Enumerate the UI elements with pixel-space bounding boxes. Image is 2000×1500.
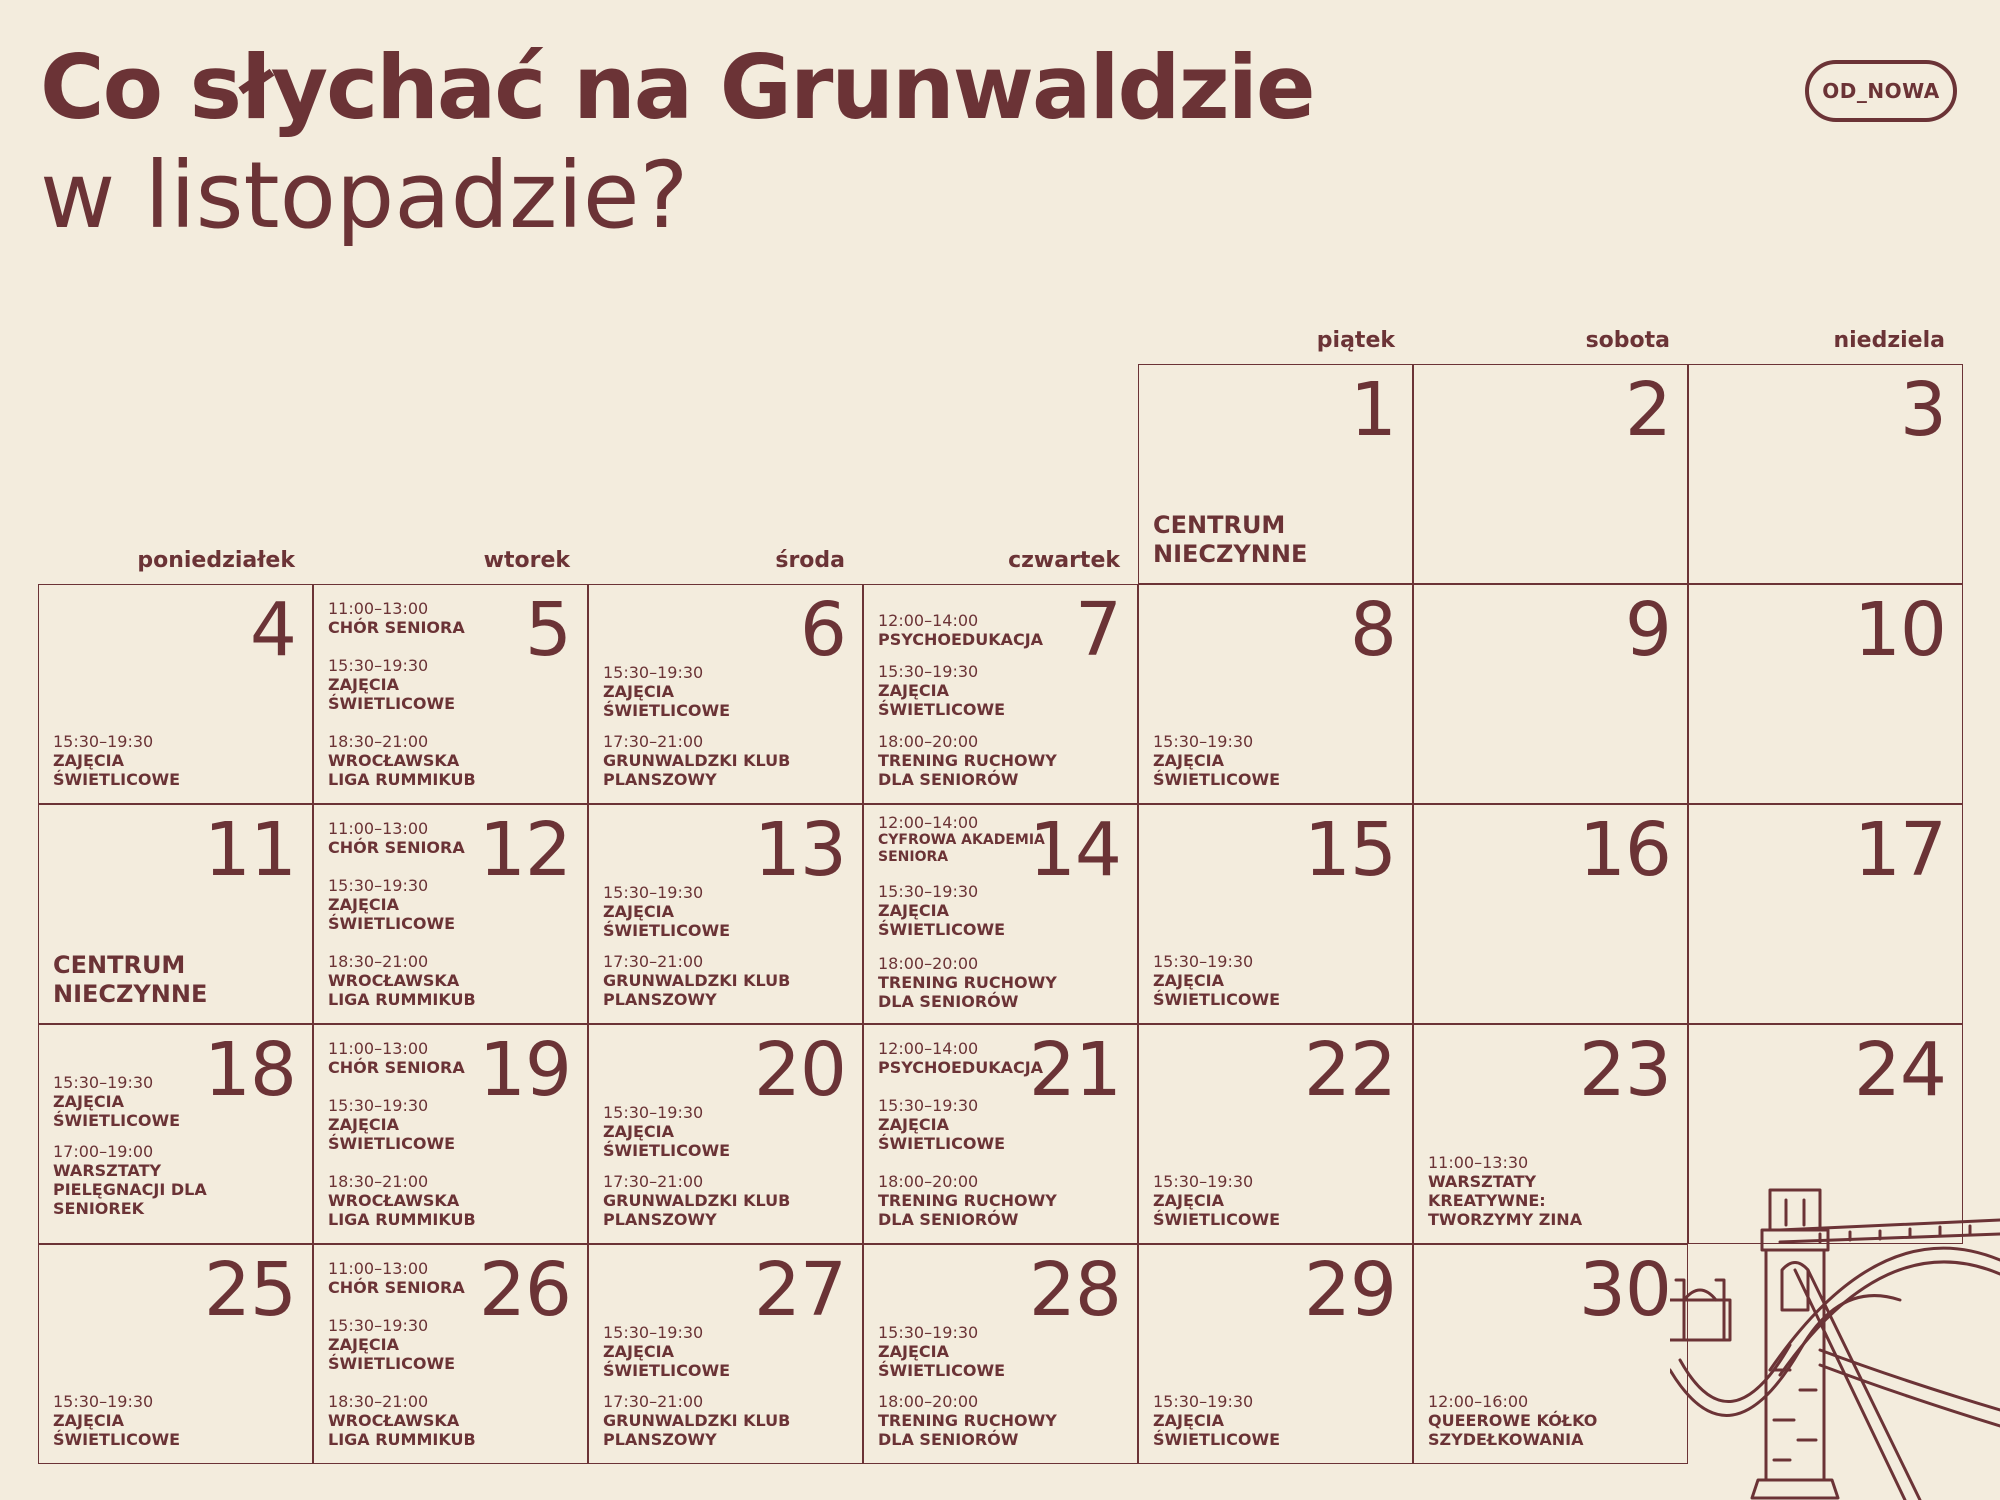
event: 15:30–19:30 ZAJĘCIA ŚWIETLICOWE [1153, 732, 1281, 789]
calendar-day-7 [863, 584, 1138, 804]
calendar-day-11 [38, 804, 313, 1024]
day-header-saturday: sobota [1585, 328, 1670, 353]
day-number: 16 [1578, 807, 1671, 893]
event: 18:30–21:00 WROCŁAWSKA LIGA RUMMIKUB [328, 732, 476, 789]
day-number: 1 [1349, 367, 1396, 453]
day-header-sunday: niedziela [1833, 328, 1945, 353]
event: 15:30–19:30 ZAJĘCIA ŚWIETLICOWE [328, 876, 456, 933]
day-number: 20 [753, 1027, 846, 1113]
day-header-monday: poniedziałek [137, 548, 295, 573]
day-number: 10 [1853, 587, 1946, 673]
day-number: 8 [1349, 587, 1396, 673]
event: 18:00–20:00 TRENING RUCHOWY DLA SENIORÓW [878, 1392, 1057, 1449]
calendar-day-28 [863, 1244, 1138, 1464]
event: 15:30–19:30 ZAJĘCIA ŚWIETLICOWE [328, 1316, 456, 1373]
event-list [878, 611, 1127, 789]
event-list [603, 819, 852, 1009]
day-number: 17 [1853, 807, 1946, 893]
calendar-day-29 [1138, 1244, 1413, 1464]
event: 11:00–13:00 CHÓR SENIORA [328, 599, 465, 637]
calendar-day-27 [588, 1244, 863, 1464]
event-list [878, 1039, 1127, 1229]
event-list [53, 1259, 302, 1449]
event-list [328, 819, 577, 1009]
event-list [53, 599, 302, 789]
event: 18:30–21:00 WROCŁAWSKA LIGA RUMMIKUB [328, 1172, 476, 1229]
event: 15:30–19:30 ZAJĘCIA ŚWIETLICOWE [603, 663, 731, 720]
event: 15:30–19:30 ZAJĘCIA ŚWIETLICOWE [53, 1392, 181, 1449]
calendar-day-26 [313, 1244, 588, 1464]
calendar-day-15 [1138, 804, 1413, 1024]
calendar-day-13 [588, 804, 863, 1024]
page-subtitle: w listopadzie? [40, 142, 689, 249]
calendar-day-30 [1413, 1244, 1688, 1464]
day-number: 30 [1578, 1247, 1671, 1333]
day-header-tuesday: wtorek [483, 548, 570, 573]
event: 18:00–20:00 TRENING RUCHOWY DLA SENIORÓW [878, 732, 1057, 789]
day-header-wednesday: środa [775, 548, 845, 573]
event: 17:30–21:00 GRUNWALDZKI KLUB PLANSZOWY [603, 732, 791, 789]
event: 17:30–21:00 GRUNWALDZKI KLUB PLANSZOWY [603, 1172, 791, 1229]
day-number: 13 [753, 807, 846, 893]
event: 15:30–19:30 ZAJĘCIA ŚWIETLICOWE [1153, 1392, 1281, 1449]
closed-notice: CENTRUM NIECZYNNE [1153, 511, 1308, 568]
event-list [603, 599, 852, 789]
day-number: 9 [1624, 587, 1671, 673]
calendar-day-10 [1688, 584, 1963, 804]
event-list [1153, 1259, 1402, 1449]
day-number: 12 [478, 807, 571, 893]
calendar-day-8 [1138, 584, 1413, 804]
day-number: 29 [1303, 1247, 1396, 1333]
closed-notice: CENTRUM NIECZYNNE [53, 951, 208, 1008]
od-nowa-logo: OD_NOWA [1805, 60, 1957, 122]
calendar-day-20 [588, 1024, 863, 1244]
event: 15:30–19:30 ZAJĘCIA ŚWIETLICOWE [328, 1096, 456, 1153]
event: 12:00–14:00 PSYCHOEDUKACJA [878, 1039, 1044, 1077]
day-number: 18 [203, 1027, 296, 1113]
bridge-illustration-icon [1670, 1170, 2000, 1500]
event: 17:30–21:00 GRUNWALDZKI KLUB PLANSZOWY [603, 1392, 791, 1449]
event: 15:30–19:30 ZAJĘCIA ŚWIETLICOWE [878, 881, 1006, 939]
day-number: 22 [1303, 1027, 1396, 1113]
event-list [603, 1039, 852, 1229]
calendar-day-23 [1413, 1024, 1688, 1244]
event: 11:00–13:30 WARSZTATY KREATYWNE: TWORZYMY ZINA [1428, 1153, 1583, 1229]
event: 15:30–19:30 ZAJĘCIA ŚWIETLICOWE [53, 1073, 181, 1130]
event-list [878, 807, 1127, 1011]
event: 15:30–19:30 ZAJĘCIA ŚWIETLICOWE [53, 732, 181, 789]
day-number: 27 [753, 1247, 846, 1333]
event: 12:00–16:00 QUEEROWE KÓŁKO SZYDEŁKOWANIA [1428, 1392, 1598, 1449]
event: 15:30–19:30 ZAJĘCIA ŚWIETLICOWE [878, 662, 1006, 719]
event-list [1428, 1039, 1677, 1229]
event-list [1428, 1259, 1677, 1449]
event-list [1153, 599, 1402, 789]
event: 11:00–13:00 CHÓR SENIORA [328, 1039, 465, 1077]
day-header-friday: piątek [1316, 328, 1395, 353]
calendar-day-22 [1138, 1024, 1413, 1244]
calendar-day-9 [1413, 584, 1688, 804]
day-number: 15 [1303, 807, 1396, 893]
day-number: 4 [249, 587, 296, 673]
event-list [878, 1259, 1127, 1449]
day-number: 24 [1853, 1027, 1946, 1113]
event: 12:00–14:00 PSYCHOEDUKACJA [878, 611, 1044, 649]
calendar-day-1 [1138, 364, 1413, 584]
day-number: 6 [799, 587, 846, 673]
calendar-day-14 [863, 804, 1138, 1024]
event: 15:30–19:30 ZAJĘCIA ŚWIETLICOWE [603, 1103, 731, 1160]
event: 15:30–19:30 ZAJĘCIA ŚWIETLICOWE [878, 1323, 1006, 1380]
event: 18:00–20:00 TRENING RUCHOWY DLA SENIORÓW [878, 1172, 1057, 1229]
event: 18:30–21:00 WROCŁAWSKA LIGA RUMMIKUB [328, 952, 476, 1009]
day-number: 5 [524, 587, 571, 673]
day-number: 2 [1624, 367, 1671, 453]
event-list [328, 1039, 577, 1229]
event-list [328, 599, 577, 789]
calendar-day-21 [863, 1024, 1138, 1244]
calendar-day-2 [1413, 364, 1688, 584]
event: 11:00–13:00 CHÓR SENIORA [328, 819, 465, 857]
calendar-day-19 [313, 1024, 588, 1244]
event-list [1153, 1039, 1402, 1229]
calendar-day-6 [588, 584, 863, 804]
event: 15:30–19:30 ZAJĘCIA ŚWIETLICOWE [878, 1096, 1006, 1153]
calendar-day-17 [1688, 804, 1963, 1024]
day-number: 19 [478, 1027, 571, 1113]
event: 18:00–20:00 TRENING RUCHOWY DLA SENIORÓW [878, 954, 1057, 1011]
day-header-thursday: czwartek [1008, 548, 1120, 573]
calendar-day-25 [38, 1244, 313, 1464]
page-title: Co słychać na Grunwaldzie [40, 36, 1314, 139]
day-number: 26 [478, 1247, 571, 1333]
event-list [603, 1259, 852, 1449]
event: 15:30–19:30 ZAJĘCIA ŚWIETLICOWE [603, 1323, 731, 1380]
day-number: 25 [203, 1247, 296, 1333]
event: 15:30–19:30 ZAJĘCIA ŚWIETLICOWE [603, 883, 731, 940]
calendar-day-5 [313, 584, 588, 804]
calendar-day-16 [1413, 804, 1688, 1024]
event: 11:00–13:00 CHÓR SENIORA [328, 1259, 465, 1297]
day-number: 11 [203, 807, 296, 893]
calendar-day-4 [38, 584, 313, 804]
day-number: 3 [1899, 367, 1946, 453]
event: 18:30–21:00 WROCŁAWSKA LIGA RUMMIKUB [328, 1392, 476, 1449]
event: 17:00–19:00 WARSZTATY PIELĘGNACJI DLA SENIOREK [53, 1142, 207, 1218]
day-number: 28 [1028, 1247, 1121, 1333]
event-list [328, 1259, 577, 1449]
event: 15:30–19:30 ZAJĘCIA ŚWIETLICOWE [328, 656, 456, 713]
calendar-day-12 [313, 804, 588, 1024]
day-number: 7 [1074, 587, 1121, 673]
event: 15:30–19:30 ZAJĘCIA ŚWIETLICOWE [1153, 952, 1281, 1009]
event-list [53, 1073, 302, 1229]
event: 15:30–19:30 ZAJĘCIA ŚWIETLICOWE [1153, 1172, 1281, 1229]
day-number: 21 [1028, 1027, 1121, 1113]
event-list [1153, 819, 1402, 1009]
event: 17:30–21:00 GRUNWALDZKI KLUB PLANSZOWY [603, 952, 791, 1009]
calendar-day-18 [38, 1024, 313, 1244]
event: 12:00–14:00 CYFROWA AKADEMIA SENIORA [878, 813, 1045, 865]
day-number: 14 [1028, 807, 1121, 893]
calendar-day-3 [1688, 364, 1963, 584]
day-number: 23 [1578, 1027, 1671, 1113]
